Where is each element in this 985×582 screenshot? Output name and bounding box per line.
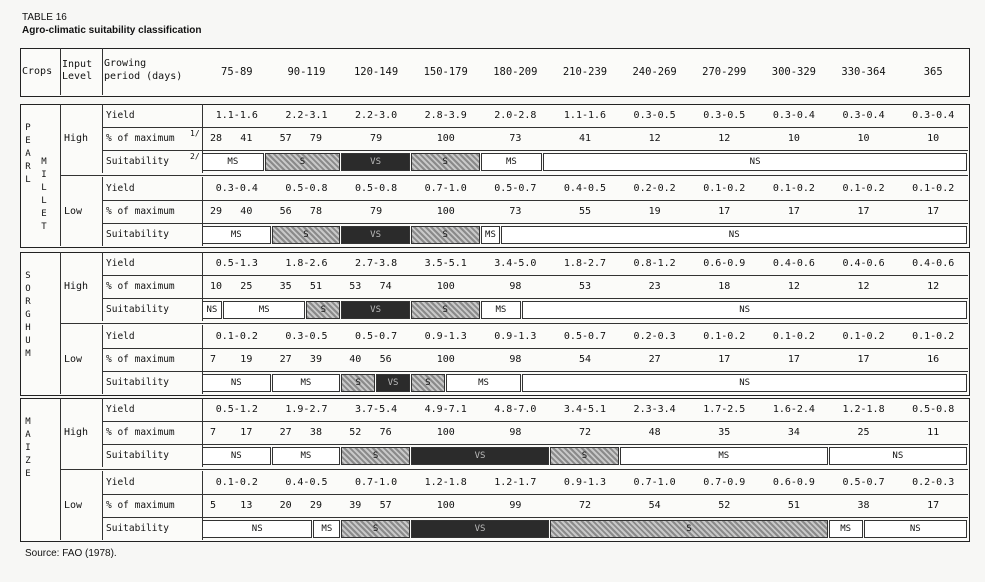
percent-value: 48	[648, 427, 661, 438]
yield-value: 0.1-0.2	[772, 183, 815, 194]
row-label-percent: % of maximum	[106, 354, 175, 365]
yield-value: 1.1-1.6	[563, 110, 607, 121]
level-separator	[60, 175, 968, 176]
suitability-segment-s: S	[550, 447, 619, 465]
yield-value: 0.1-0.2	[912, 183, 955, 194]
percent-value: 79	[370, 133, 383, 144]
yield-value: 0.7-0.9	[703, 477, 746, 488]
yield-value: 0.3-0.4	[912, 110, 955, 121]
suitability-segment-ns: NS	[522, 374, 967, 392]
yield-value: 0.5-0.7	[494, 183, 537, 194]
percent-value: 54	[578, 354, 591, 365]
percent-value: 19	[240, 354, 253, 365]
yield-value: 0.3-0.4	[842, 110, 885, 121]
percent-value: 55	[578, 206, 591, 217]
yield-value: 2.2-3.1	[285, 110, 328, 121]
row-label-yield: Yield	[106, 258, 135, 269]
suitability-segment-vs: VS	[341, 153, 410, 171]
yield-value: 1.6-2.4	[772, 404, 815, 415]
suitability-segment-ms: MS	[829, 520, 863, 538]
percent-value: 98	[509, 281, 522, 292]
header-period: 75-89	[221, 66, 253, 78]
input-level-label: High	[64, 427, 89, 438]
percent-value: 35	[718, 427, 731, 438]
header-period: 120-149	[353, 66, 399, 78]
suitability-segment-ms: MS	[272, 374, 341, 392]
percent-value: 41	[240, 133, 253, 144]
percent-value: 25	[240, 281, 253, 292]
crop-name-letter: E	[25, 469, 31, 479]
label-divider	[102, 252, 103, 321]
percent-value: 7	[210, 427, 217, 438]
percent-value: 12	[648, 133, 661, 144]
yield-value: 2.8-3.9	[424, 110, 467, 121]
crop-name-letter: R	[25, 162, 31, 172]
source-note: Source: FAO (1978).	[25, 548, 117, 559]
percent-value: 17	[718, 354, 731, 365]
percent-value: 29	[210, 206, 223, 217]
percent-value: 57	[379, 500, 392, 511]
row-label-percent: % of maximum	[106, 427, 175, 438]
row-label-percent: % of maximum	[106, 281, 175, 292]
yield-value: 0.5-1.2	[215, 404, 258, 415]
yield-value: 0.5-0.8	[912, 404, 955, 415]
percent-value: 28	[210, 133, 223, 144]
yield-value: 0.4-0.6	[772, 258, 815, 269]
percent-value: 98	[509, 427, 522, 438]
row-line	[102, 348, 968, 349]
yield-value: 2.0-2.8	[494, 110, 537, 121]
suitability-segment-vs: VS	[376, 374, 410, 392]
crop-name	[20, 416, 36, 481]
percent-value: 56	[279, 206, 292, 217]
yield-value: 0.5-0.7	[563, 331, 607, 342]
suitability-segment-s: S	[411, 226, 480, 244]
header-period: 240-269	[632, 66, 677, 78]
suitability-segment-s: S	[272, 226, 341, 244]
percent-value: 16	[927, 354, 940, 365]
percent-value: 12	[857, 281, 870, 292]
yield-value: 0.4-0.5	[285, 477, 328, 488]
header-growing-period: period (days)	[104, 71, 183, 82]
yield-value: 0.7-1.0	[355, 477, 398, 488]
label-divider	[102, 398, 103, 467]
crop-name-letter: L	[25, 175, 31, 185]
yield-value: 0.5-0.8	[285, 183, 328, 194]
percent-value: 34	[787, 427, 800, 438]
yield-value: 3.7-5.4	[355, 404, 398, 415]
suitability-segment-s: S	[411, 153, 480, 171]
row-line	[102, 275, 968, 276]
percent-value: 25	[857, 427, 870, 438]
crop-name-letter: M	[25, 417, 31, 427]
percent-value: 100	[436, 427, 455, 438]
percent-value: 10	[787, 133, 800, 144]
percent-value: 52	[718, 500, 731, 511]
yield-value: 2.2-3.0	[355, 110, 398, 121]
yield-value: 0.4-0.6	[912, 258, 955, 269]
percent-value: 73	[509, 133, 522, 144]
percent-value: 17	[240, 427, 253, 438]
level-separator	[60, 323, 968, 324]
header-divider	[102, 48, 103, 95]
percent-value: 100	[436, 206, 455, 217]
percent-value: 17	[787, 354, 800, 365]
yield-value: 0.2-0.2	[633, 183, 676, 194]
yield-value: 0.5-0.7	[842, 477, 885, 488]
percent-value: 79	[370, 206, 383, 217]
crop-name-letter: A	[25, 430, 31, 440]
crop-name-letter: M	[41, 157, 47, 167]
yield-value: 0.6-0.9	[772, 477, 815, 488]
label-divider	[102, 471, 103, 540]
crop-name-letter: I	[25, 443, 31, 453]
percent-value: 100	[436, 133, 455, 144]
row-line	[102, 444, 968, 445]
crop-name	[20, 270, 36, 361]
yield-value: 0.1-0.2	[912, 331, 955, 342]
yield-value: 1.9-2.7	[285, 404, 328, 415]
percent-value: 12	[787, 281, 800, 292]
crop-name-letter: S	[25, 271, 31, 281]
label-divider	[102, 104, 103, 173]
percent-value: 29	[309, 500, 322, 511]
crop-name-letter: I	[41, 170, 47, 180]
yield-value: 0.6-0.9	[703, 258, 746, 269]
header-input-level: Level	[62, 71, 93, 82]
percent-value: 19	[648, 206, 661, 217]
table-number: TABLE 16	[22, 12, 67, 23]
percent-value: 12	[927, 281, 940, 292]
percent-value: 52	[349, 427, 362, 438]
yield-value: 0.1-0.2	[842, 183, 885, 194]
percent-value: 40	[240, 206, 253, 217]
percent-value: 79	[309, 133, 322, 144]
percent-value: 99	[509, 500, 522, 511]
crop-name-letter: E	[25, 136, 31, 146]
percent-value: 100	[436, 281, 455, 292]
yield-value: 0.5-0.8	[355, 183, 398, 194]
row-line	[102, 298, 968, 299]
yield-value: 1.7-2.5	[703, 404, 746, 415]
footnote-marker: 1/	[190, 129, 200, 138]
suitability-segment-ns: NS	[543, 153, 967, 171]
percent-value: 39	[349, 500, 362, 511]
percent-value: 51	[787, 500, 800, 511]
label-divider	[102, 325, 103, 394]
header-period: 300-329	[771, 66, 817, 78]
row-label-percent: % of maximum	[106, 133, 175, 144]
suitability-segment-vs: VS	[341, 301, 410, 319]
percent-value: 38	[857, 500, 870, 511]
suitability-segment-s: S	[341, 520, 410, 538]
yield-value: 0.2-0.3	[912, 477, 955, 488]
suitability-segment-vs: VS	[411, 520, 549, 538]
row-label-percent: % of maximum	[106, 500, 175, 511]
row-label-yield: Yield	[106, 477, 135, 488]
yield-value: 3.4-5.1	[563, 404, 607, 415]
yield-value: 1.2-1.7	[494, 477, 537, 488]
percent-value: 17	[857, 354, 870, 365]
crop-name-letter: R	[25, 297, 31, 307]
input-level-label: High	[64, 281, 89, 292]
suitability-segment-ns: NS	[829, 447, 967, 465]
yield-value: 0.1-0.2	[703, 183, 746, 194]
percent-value: 23	[648, 281, 661, 292]
yield-value: 0.1-0.2	[842, 331, 885, 342]
row-line	[102, 223, 968, 224]
input-level-label: Low	[64, 206, 83, 217]
percent-value: 27	[279, 354, 292, 365]
percent-value: 27	[279, 427, 292, 438]
crop-name-letter: P	[25, 123, 31, 133]
yield-value: 1.8-2.7	[563, 258, 607, 269]
yield-value: 0.5-1.3	[215, 258, 258, 269]
percent-value: 40	[349, 354, 362, 365]
percent-value: 10	[857, 133, 870, 144]
percent-value: 7	[210, 354, 217, 365]
percent-value: 51	[309, 281, 322, 292]
yield-value: 4.9-7.1	[424, 404, 467, 415]
percent-value: 18	[718, 281, 731, 292]
yield-value: 0.1-0.2	[772, 331, 815, 342]
percent-value: 73	[509, 206, 522, 217]
yield-value: 0.3-0.5	[633, 110, 676, 121]
table-title: Agro-climatic suitability classification	[22, 25, 202, 36]
yield-value: 1.1-1.6	[215, 110, 258, 121]
suitability-segment-ms: MS	[202, 153, 264, 171]
yield-value: 2.7-3.8	[355, 258, 398, 269]
yield-value: 0.3-0.4	[215, 183, 258, 194]
row-label-suitability: Suitability	[106, 229, 169, 240]
yield-value: 0.2-0.3	[633, 331, 676, 342]
suitability-segment-vs: VS	[411, 447, 549, 465]
row-line	[102, 200, 968, 201]
input-level-label: Low	[64, 500, 83, 511]
crop-name-letter: O	[25, 284, 31, 294]
suitability-segment-ms: MS	[223, 301, 306, 319]
yield-value: 0.1-0.2	[703, 331, 746, 342]
percent-value: 10	[927, 133, 940, 144]
yield-value: 0.8-1.2	[633, 258, 676, 269]
suitability-segment-ns: NS	[864, 520, 967, 538]
percent-value: 10	[210, 281, 223, 292]
suitability-segment-vs: VS	[341, 226, 410, 244]
suitability-segment-ms: MS	[481, 153, 543, 171]
percent-value: 72	[578, 427, 591, 438]
percent-value: 5	[210, 500, 217, 511]
percent-value: 39	[309, 354, 322, 365]
percent-value: 76	[379, 427, 392, 438]
row-label-suitability: Suitability	[106, 377, 169, 388]
yield-value: 0.1-0.2	[215, 331, 258, 342]
row-line	[102, 371, 968, 372]
percent-value: 56	[379, 354, 392, 365]
row-line	[102, 127, 968, 128]
percent-value: 74	[379, 281, 392, 292]
yield-value: 0.3-0.5	[285, 331, 328, 342]
percent-value: 17	[927, 206, 940, 217]
header-period: 210-239	[562, 66, 608, 78]
footnote-marker: 2/	[190, 152, 200, 161]
percent-value: 27	[648, 354, 661, 365]
percent-value: 12	[718, 133, 731, 144]
percent-value: 38	[309, 427, 322, 438]
header-period: 270-299	[702, 66, 747, 78]
row-label-yield: Yield	[106, 110, 135, 121]
yield-value: 0.7-1.0	[633, 477, 676, 488]
percent-value: 78	[309, 206, 322, 217]
crop-name-letter: E	[41, 209, 47, 219]
suitability-segment-s: S	[550, 520, 828, 538]
percent-value: 20	[279, 500, 292, 511]
suitability-segment-ms: MS	[313, 520, 340, 538]
suitability-segment-ms: MS	[202, 226, 271, 244]
yield-value: 0.3-0.5	[703, 110, 746, 121]
row-label-suitability: Suitability	[106, 156, 169, 167]
yield-value: 0.4-0.6	[842, 258, 885, 269]
crop-name-letter: Z	[25, 456, 31, 466]
row-label-yield: Yield	[106, 404, 135, 415]
suitability-segment-ns: NS	[202, 374, 271, 392]
percent-value: 72	[578, 500, 591, 511]
percent-value: 98	[509, 354, 522, 365]
crop-name-letter: L	[41, 183, 47, 193]
percent-value: 17	[927, 500, 940, 511]
yield-value: 4.8-7.0	[494, 404, 537, 415]
suitability-segment-ms: MS	[446, 374, 522, 392]
yield-value: 2.3-3.4	[633, 404, 676, 415]
suitability-segment-s: S	[411, 374, 445, 392]
percent-value: 11	[927, 427, 940, 438]
suitability-segment-ns: NS	[202, 520, 312, 538]
yield-value: 3.5-5.1	[424, 258, 467, 269]
crop-name-letter: L	[41, 196, 47, 206]
crop-name-letter: U	[25, 336, 31, 346]
suitability-segment-ns: NS	[202, 447, 271, 465]
row-label-yield: Yield	[106, 183, 135, 194]
header-period: 180-209	[493, 66, 538, 78]
suitability-segment-s: S	[411, 301, 480, 319]
row-line	[102, 517, 968, 518]
crop-name	[36, 156, 52, 234]
percent-value: 57	[279, 133, 292, 144]
suitability-segment-ns: NS	[501, 226, 967, 244]
yield-value: 0.4-0.5	[563, 183, 607, 194]
suitability-segment-ns: NS	[522, 301, 967, 319]
percent-value: 100	[436, 500, 455, 511]
header-period: 150-179	[423, 66, 468, 78]
header-period: 365	[923, 66, 943, 78]
percent-value: 17	[718, 206, 731, 217]
header-growing-period: Growing	[104, 58, 147, 69]
header-crops: Crops	[22, 66, 53, 77]
suitability-segment-s: S	[341, 374, 375, 392]
header-period: 90-119	[287, 66, 326, 78]
yield-value: 0.7-1.0	[424, 183, 467, 194]
crop-name-letter: H	[25, 323, 31, 333]
suitability-segment-s: S	[341, 447, 410, 465]
yield-value: 0.9-1.3	[563, 477, 607, 488]
suitability-segment-ms: MS	[481, 226, 501, 244]
row-line	[102, 421, 968, 422]
input-level-label: Low	[64, 354, 83, 365]
suitability-segment-ms: MS	[481, 301, 522, 319]
row-label-suitability: Suitability	[106, 523, 169, 534]
header-divider	[60, 48, 61, 95]
crop-name	[20, 122, 36, 187]
percent-value: 35	[279, 281, 292, 292]
suitability-segment-ms: MS	[620, 447, 828, 465]
yield-value: 0.3-0.4	[772, 110, 815, 121]
yield-value: 1.2-1.8	[424, 477, 467, 488]
suitability-segment-s: S	[306, 301, 340, 319]
header-input-level: Input	[62, 59, 93, 70]
row-label-suitability: Suitability	[106, 304, 169, 315]
row-label-suitability: Suitability	[106, 450, 169, 461]
row-line	[102, 494, 968, 495]
crop-name-letter: G	[25, 310, 31, 320]
percent-value: 17	[787, 206, 800, 217]
suitability-segment-s: S	[265, 153, 341, 171]
row-label-percent: % of maximum	[106, 206, 175, 217]
percent-value: 100	[436, 354, 455, 365]
crop-name-letter: T	[41, 222, 47, 232]
crop-name-letter: A	[25, 149, 31, 159]
percent-value: 17	[857, 206, 870, 217]
header-period: 330-364	[841, 66, 886, 78]
yield-value: 0.9-1.3	[494, 331, 537, 342]
yield-value: 0.9-1.3	[424, 331, 467, 342]
percent-value: 54	[648, 500, 661, 511]
percent-value: 53	[349, 281, 362, 292]
yield-value: 1.8-2.6	[285, 258, 328, 269]
input-level-label: High	[64, 133, 89, 144]
yield-value: 3.4-5.0	[494, 258, 537, 269]
suitability-segment-ns: NS	[202, 301, 222, 319]
row-line	[102, 150, 968, 151]
percent-value: 13	[240, 500, 253, 511]
level-separator	[60, 469, 968, 470]
suitability-segment-ms: MS	[272, 447, 341, 465]
percent-value: 41	[578, 133, 591, 144]
yield-value: 1.2-1.8	[842, 404, 885, 415]
percent-value: 53	[578, 281, 591, 292]
yield-value: 0.5-0.7	[355, 331, 398, 342]
label-divider	[102, 177, 103, 246]
yield-value: 0.1-0.2	[215, 477, 258, 488]
crop-name-letter: M	[25, 349, 31, 359]
row-label-yield: Yield	[106, 331, 135, 342]
